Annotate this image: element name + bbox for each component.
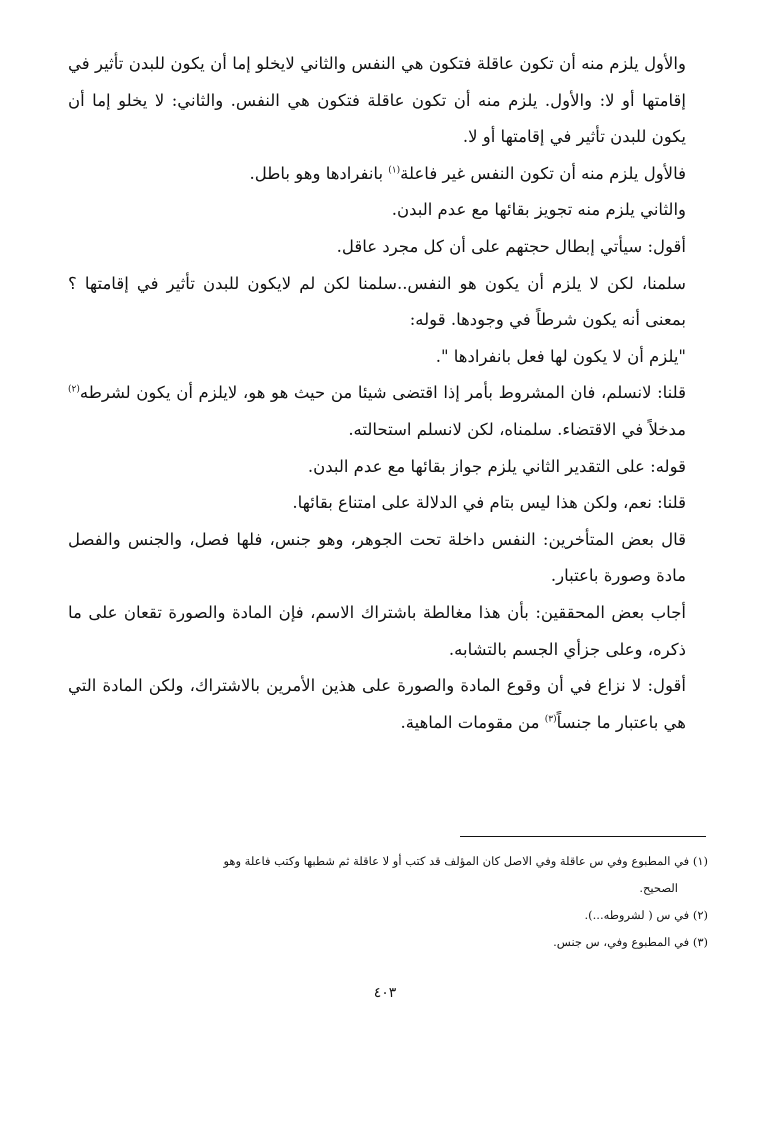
footnote-ref: (٣) <box>544 714 557 725</box>
footnote-divider <box>460 836 706 837</box>
paragraph: سلمنا، لكن لا يلزم أن يكون هو النفس..سلمنا لكن لم لايكون للبدن تأثير في إقامتها ؟ بمعنى أنه يكون شرطاً في وجودها. قوله: <box>68 273 686 330</box>
paragraph: والثاني يلزم منه تجويز بقائها مع عدم البدن. <box>391 200 686 220</box>
footnote-ref: (١) <box>388 165 401 176</box>
footnote: (٣) في المطبوع وفي، س جنس. <box>553 935 708 949</box>
paragraph: فالأول يلزم منه أن تكون النفس غير فاعلة$^{(١)}$ بانفرادها وهو باطل. <box>249 163 686 183</box>
paragraph: أقول: لا نزاع في أن وقوع المادة والصورة على هذين الأمرين بالاشتراك، ولكن المادة التي هي باعتبار ما جنساً$^{(٣)}$ من مقومات الماهية. <box>68 676 686 732</box>
main-text <box>68 46 708 741</box>
paragraph: أقول: سيأتي إبطال حجتهم على أن كل مجرد عاقل. <box>336 236 686 256</box>
page-number: ٤٠٣ <box>373 985 397 1001</box>
footnote: (١) في المطبوع وفي س عاقلة وفي الاصل كان المؤلف قد كتب أو لا عاقلة ثم شطبها وكتب فاعلة وهو <box>223 854 708 868</box>
paragraph: قوله: على التقدير الثاني يلزم جواز بقائها مع عدم البدن. <box>307 456 686 476</box>
paragraph: قلنا: لانسلم، فان المشروط بأمر إذا اقتضى شيئا من حيث هو هو، لايلزم أن يكون لشرطه$^{(٢)}$ مدخلاً في الاقتضاء. سلمناه، لكن لانسلم استحالته. <box>68 383 686 439</box>
paragraph: قلنا: نعم، ولكن هذا ليس بتام في الدلالة على امتناع بقائها. <box>292 493 686 513</box>
paragraph-quote: "يلزم أن لا يكون لها فعل بانفرادها ". <box>435 346 686 366</box>
paragraph: أجاب بعض المحققين: بأن هذا مغالطة باشتراك الاسم، فإن المادة والصورة تقعان على ما ذكره، وعلى جزأي الجسم بالتشابه. <box>68 602 686 659</box>
footnote: (٢) في س ( لشروطه...). <box>584 908 708 922</box>
footnotes <box>84 848 708 956</box>
paragraph: قال بعض المتأخرين: النفس داخلة تحت الجوهر، وهو جنس، فلها فصل، والجنس والفصل مادة وصورة باعتبار. <box>68 529 686 586</box>
paragraph: والأول يلزم منه أن تكون عاقلة فتكون هي النفس والثاني لايخلو إما أن يكون للبدن تأثير في إقامتها أو لا: والأول. يلزم منه أن تكون عاقلة فتكون هي النفس. والثاني: لا يخلو إما أن يكون للبدن تأثير في إقامتها أو لا. <box>68 54 686 147</box>
footnote-continuation: الصحيح. <box>639 881 678 895</box>
footnote-ref: (٢) <box>68 384 80 395</box>
